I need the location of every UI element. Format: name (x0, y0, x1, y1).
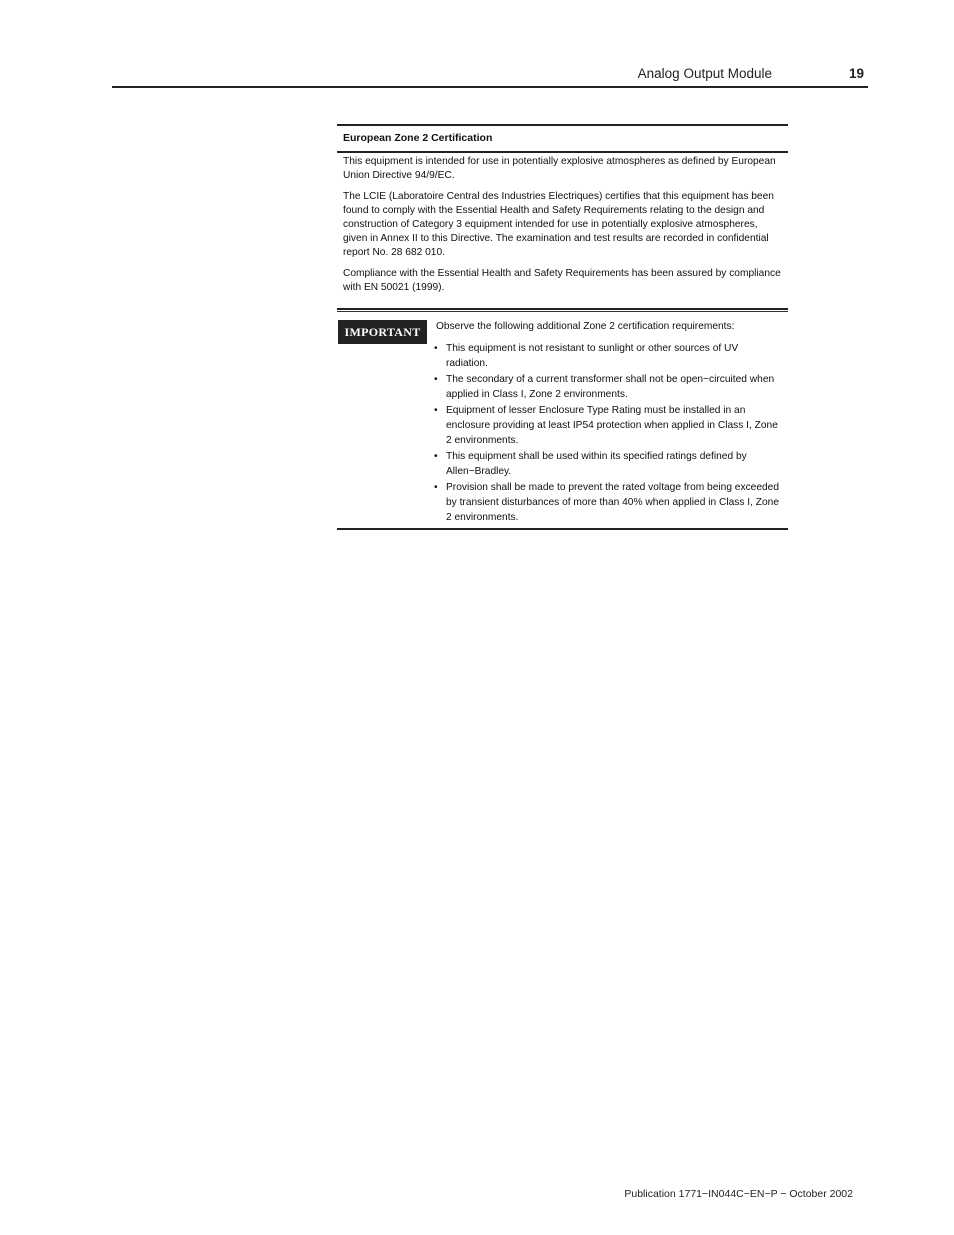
list-item-text: The secondary of a current transformer shall not be open−circuited when applied in Class I, Zone 2 environments. (446, 374, 775, 400)
header-rule (112, 86, 868, 88)
bullet-icon: • (434, 451, 438, 463)
important-bottom-rule (337, 528, 788, 530)
certification-paragraph: The LCIE (Laboratoire Central des Industries Electriques) certifies that this equipment has been found to comply with the Essential Health and Safety Requirements relating to the design and construction of Category 3 equipment intended for use in potentially explosive atmospheres, given in Annex II to this Directive. The examination and test results are recorded in confidential report No. 28 682 010. (343, 191, 774, 258)
page-number: 19 (848, 66, 864, 81)
important-intro: Observe the following additional Zone 2 certification requirements: (436, 321, 735, 332)
header-title: Analog Output Module (637, 66, 772, 81)
list-item-text: This equipment is not resistant to sunlight or other sources of UV radiation. (446, 343, 739, 369)
list-item-text: This equipment shall be used within its specified ratings defined by Allen−Bradley. (446, 451, 747, 477)
important-box (337, 311, 788, 530)
requirements-list (436, 342, 781, 527)
bullet-icon: • (434, 343, 438, 354)
important-label: IMPORTANT (338, 320, 427, 344)
bullet-icon: • (434, 405, 438, 417)
list-item-text: Provision shall be made to prevent the rated voltage from being exceeded by transient disturbances of more than 40% when applied in Class I, Zone 2 environments. (446, 482, 779, 523)
list-item (436, 342, 781, 371)
list-item (436, 373, 781, 402)
certification-paragraph: Compliance with the Essential Health and Safety Requirements has been assured by compliance with EN 50021 (1999). (343, 268, 781, 293)
certification-bottom-rule (337, 308, 788, 310)
list-item (436, 404, 781, 448)
list-item-text: Equipment of lesser Enclosure Type Rating must be installed in an enclosure providing at least IP54 protection when applied in Class I, Zone 2 environments. (446, 405, 778, 446)
publication-footer: Publication 1771−IN044C−EN−P − October 2002 (624, 1188, 853, 1200)
certification-body (337, 153, 788, 308)
bullet-icon: • (434, 374, 438, 386)
certification-paragraph: This equipment is intended for use in potentially explosive atmospheres as defined by European Union Directive 94/9/EC. (343, 156, 776, 181)
bullet-icon: • (434, 482, 438, 494)
list-item (436, 481, 781, 525)
important-content (337, 312, 788, 528)
certification-box (337, 124, 788, 310)
list-item (436, 450, 781, 479)
certification-title: European Zone 2 Certification (343, 132, 493, 144)
